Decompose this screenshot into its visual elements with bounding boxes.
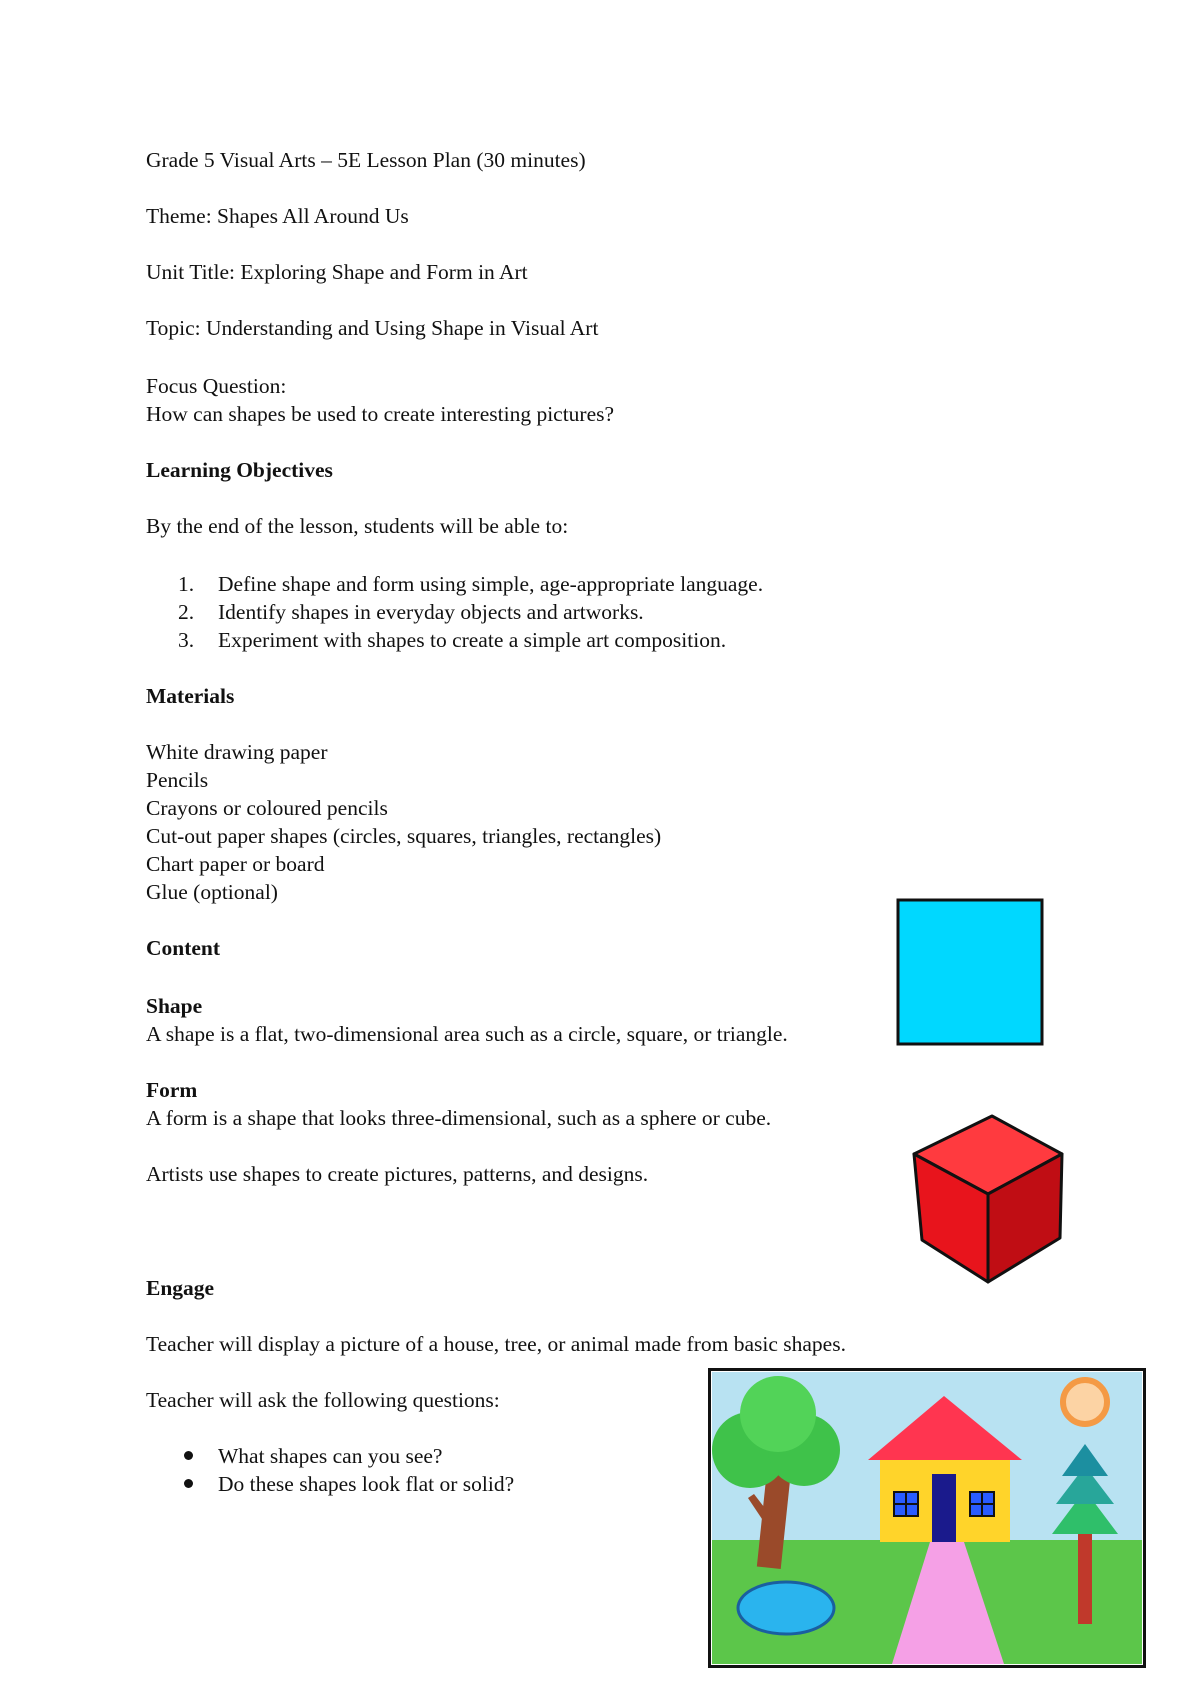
materials-heading: Materials [146,684,235,708]
material-item: Cut-out paper shapes (circles, squares, triangles, rectangles) [146,824,662,848]
learning-objectives-heading: Learning Objectives [146,458,333,482]
objectives-intro: By the end of the lesson, students will be able to: [146,514,569,538]
pine-trunk [1078,1534,1092,1624]
shape-heading: Shape [146,994,203,1018]
artists-note: Artists use shapes to create pictures, patterns, and designs. [146,1162,649,1186]
focus-question-label: Focus Question: [146,374,287,398]
theme-line: Theme: Shapes All Around Us [146,204,409,228]
objective-item: Define shape and form using simple, age-appropriate language. [218,572,764,596]
square-illustration [896,898,1044,1046]
sun [1063,1380,1107,1424]
shapes-scene-picture [708,1368,1146,1668]
bullet-icon [184,1479,193,1488]
unit-title-line: Unit Title: Exploring Shape and Form in Art [146,260,528,284]
question-item: Do these shapes look flat or solid? [218,1472,515,1496]
objective-number: 1. [178,572,195,596]
form-heading: Form [146,1078,198,1102]
question-item: What shapes can you see? [218,1444,443,1468]
focus-question-text: How can shapes be used to create interesting pictures? [146,402,615,426]
objective-number: 2. [178,600,195,624]
cube-illustration [908,1110,1068,1286]
engage-display-text: Teacher will display a picture of a house, tree, or animal made from basic shapes. [146,1332,846,1356]
pond [738,1582,834,1634]
content-heading: Content [146,936,221,960]
material-item: Pencils [146,768,209,792]
material-item: White drawing paper [146,740,328,764]
engage-heading: Engage [146,1276,215,1300]
topic-line: Topic: Understanding and Using Shape in Visual Art [146,316,599,340]
material-item: Glue (optional) [146,880,278,904]
blue-square [898,900,1042,1044]
tree-foliage-circle [740,1376,816,1452]
bullet-icon [184,1451,193,1460]
material-item: Crayons or coloured pencils [146,796,388,820]
form-definition: A form is a shape that looks three-dimensional, such as a sphere or cube. [146,1106,772,1130]
house-door [932,1474,956,1542]
objective-item: Identify shapes in everyday objects and artworks. [218,600,644,624]
engage-ask-text: Teacher will ask the following questions: [146,1388,500,1412]
lesson-title: Grade 5 Visual Arts – 5E Lesson Plan (30 minutes) [146,148,586,172]
objective-item: Experiment with shapes to create a simple art composition. [218,628,727,652]
material-item: Chart paper or board [146,852,325,876]
shape-definition: A shape is a flat, two-dimensional area such as a circle, square, or triangle. [146,1022,788,1046]
objective-number: 3. [178,628,195,652]
